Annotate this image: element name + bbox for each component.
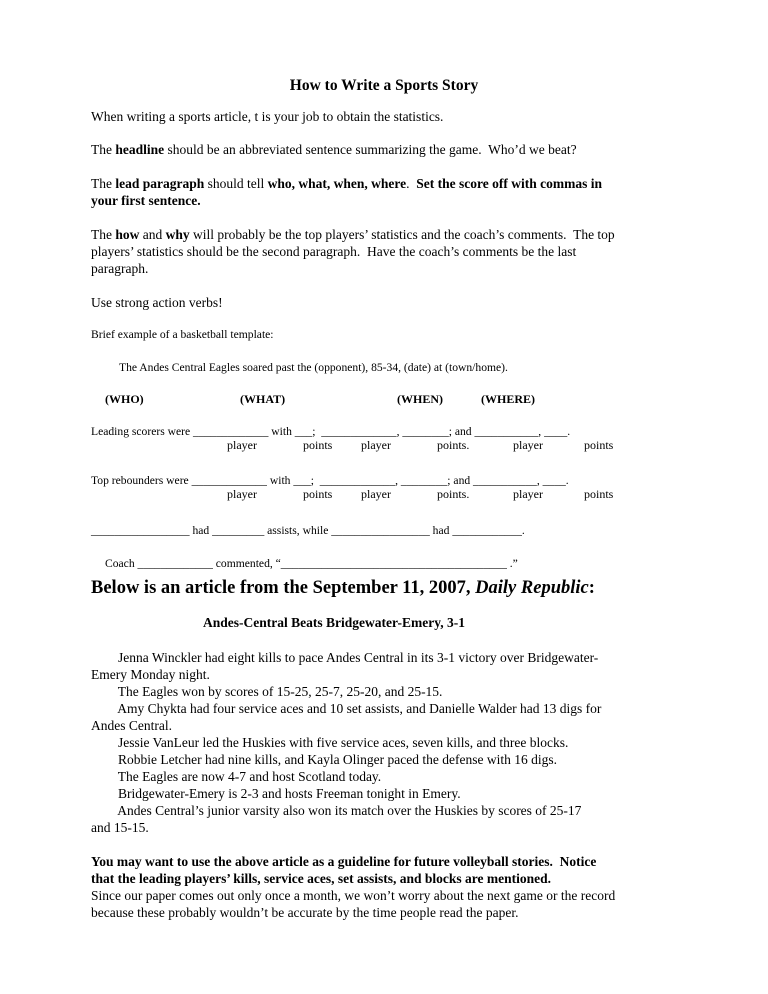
- blank-label: player: [513, 487, 543, 501]
- header-what: (WHAT): [240, 392, 286, 406]
- header-where: (WHERE): [481, 392, 535, 406]
- blank-label: player: [227, 487, 257, 501]
- blank-label: points: [584, 487, 614, 501]
- page-title: How to Write a Sports Story: [289, 77, 479, 94]
- lead-paragraph-line1: The lead paragraph should tell who, what, when, where. Set the score off with commas in: [91, 176, 602, 191]
- blank-label: player: [227, 438, 257, 452]
- closing-line: Since our paper comes out only once a month, we won’t worry about the next game or the record: [91, 888, 616, 903]
- blank-label: points.: [437, 438, 470, 452]
- lead-paragraph-line2: your first sentence.: [91, 193, 201, 208]
- blank-label: points: [584, 438, 614, 452]
- howwhy-paragraph-line2: players’ statistics should be the second paragraph. Have the coach’s comments be the last: [91, 244, 577, 259]
- template-intro: Brief example of a basketball template:: [91, 328, 274, 341]
- blank-label: player: [361, 438, 391, 452]
- article-line: The Eagles won by scores of 15-25, 25-7, 25-20, and 25-15.: [91, 684, 443, 699]
- article-headline: Andes-Central Beats Bridgewater-Emery, 3-1: [203, 615, 465, 630]
- article-line: Robbie Letcher had nine kills, and Kayla Olinger paced the defense with 16 digs.: [91, 752, 557, 767]
- blank-label: player: [361, 487, 391, 501]
- article-line: Amy Chykta had four service aces and 10 set assists, and Danielle Walder had 13 digs for: [91, 701, 602, 716]
- article-line: Jenna Winckler had eight kills to pace Andes Central in its 3-1 victory over Bridgewater-: [91, 650, 599, 665]
- article-line: and 15-15.: [91, 820, 149, 835]
- blank-label: player: [513, 438, 543, 452]
- howwhy-paragraph-line1: The how and why will probably be the top players’ statistics and the coach’s comments. The top: [91, 227, 615, 242]
- coach-comment-line: Coach _____________ commented, “_______________________________________ .”: [105, 557, 518, 570]
- article-line: The Eagles are now 4-7 and host Scotland today.: [91, 769, 382, 784]
- intro-paragraph: When writing a sports article, t is your job to obtain the statistics.: [91, 109, 444, 124]
- header-who: (WHO): [105, 392, 144, 406]
- headline-paragraph: The headline should be an abbreviated sentence summarizing the game. Who’d we beat?: [91, 142, 577, 157]
- top-rebounders-line: Top rebounders were _____________ with ___; _____________, ________; and ___________, ____.: [91, 474, 569, 487]
- closing-line: because these probably wouldn’t be accurate by the time people read the paper.: [91, 905, 519, 920]
- blank-label: points: [303, 487, 333, 501]
- action-verbs-note: Use strong action verbs!: [91, 295, 223, 310]
- blank-label: points.: [437, 487, 470, 501]
- article-line: Bridgewater-Emery is 2-3 and hosts Freeman tonight in Emery.: [91, 786, 461, 801]
- leading-scorers-line: Leading scorers were _____________ with ___; _____________, ________; and ___________, ____.: [91, 425, 571, 438]
- article-section-heading: Below is an article from the September 11, 2007, Daily Republic:: [91, 578, 595, 598]
- article-line: Jessie VanLeur led the Huskies with five service aces, seven kills, and three blocks.: [91, 735, 569, 750]
- blank-label: points: [303, 438, 333, 452]
- guideline-line: You may want to use the above article as a guideline for future volleyball stories. Notice: [91, 854, 597, 869]
- article-line: Andes Central’s junior varsity also won its match over the Huskies by scores of 25-17: [91, 803, 582, 818]
- template-lead-sentence: The Andes Central Eagles soared past the (opponent), 85-34, (date) at (town/home).: [119, 361, 508, 374]
- howwhy-paragraph-line3: paragraph.: [91, 261, 149, 276]
- article-line: Emery Monday night.: [91, 667, 210, 682]
- assists-line: _________________ had _________ assists, while _________________ had ____________.: [91, 524, 525, 537]
- header-when: (WHEN): [397, 392, 443, 406]
- guideline-line: that the leading players’ kills, service aces, set assists, and blocks are mentioned.: [91, 871, 551, 886]
- article-line: Andes Central.: [91, 718, 172, 733]
